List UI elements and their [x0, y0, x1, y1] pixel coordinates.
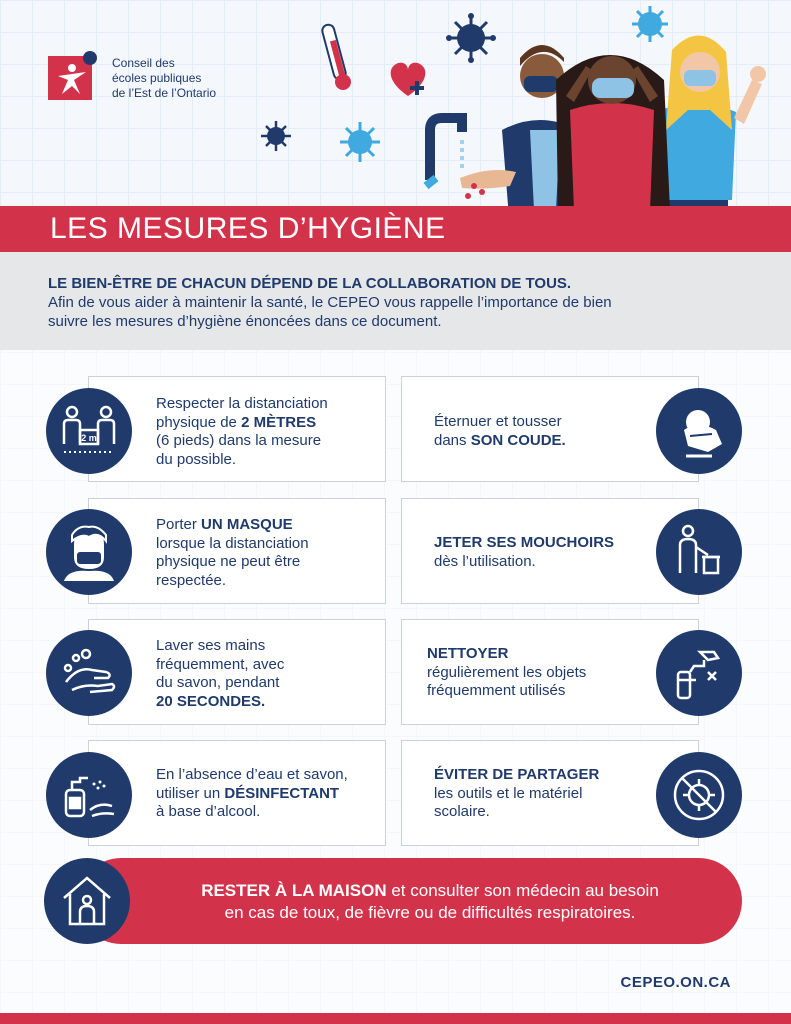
intro-line-2: suivre les mesures d’hygiène énoncées dans ce document.	[48, 313, 442, 330]
text-line: Laver ses mains	[156, 637, 266, 654]
measure-text-sneeze	[434, 413, 566, 450]
text-line	[427, 645, 586, 664]
heart-icon	[391, 63, 426, 96]
text-line	[434, 432, 566, 451]
sneeze-elbow-icon	[656, 388, 742, 474]
mask-icon	[46, 509, 132, 595]
text-line	[156, 516, 309, 535]
text-line	[156, 414, 328, 433]
text-emphasis: 20 SECONDES.	[156, 692, 266, 710]
virus-icon	[340, 122, 380, 162]
cepeo-logo-icon	[48, 50, 100, 100]
text-line	[156, 693, 284, 712]
text-line: Respecter la distanciation	[156, 395, 328, 412]
text-line: (6 pieds) dans la mesure	[156, 432, 322, 449]
page-title: LES MESURES D’HYGIÈNE	[50, 212, 446, 245]
text-line: en cas de toux, de fièvre ou de difficultés respiratoires.	[224, 903, 636, 922]
text-line	[150, 880, 710, 902]
measure-text-mask	[156, 516, 309, 590]
measure-text-tissues	[434, 534, 614, 571]
text-line: fréquemment utilisés	[427, 682, 566, 699]
no-virus-icon	[656, 752, 742, 838]
text-line: Éternuer et tousser	[434, 413, 562, 430]
virus-icon	[446, 13, 496, 63]
text-emphasis: 2 MÈTRES	[241, 413, 317, 431]
measure-text-sanitizer	[156, 766, 348, 822]
text-emphasis: UN MASQUE	[201, 516, 293, 533]
measure-text-distance	[156, 395, 328, 469]
text-line: à base d’alcool.	[156, 803, 261, 820]
measure-text-handwash	[156, 637, 284, 711]
logo-line-1: Conseil des	[112, 56, 175, 70]
text-emphasis: RESTER À LA MAISON	[201, 881, 387, 900]
text-line: respectée.	[156, 571, 227, 589]
handwash-icon	[46, 630, 132, 716]
text-line: lorsque la distanciation	[156, 534, 309, 552]
text-line: En l’absence d’eau et savon,	[156, 766, 348, 783]
intro-body	[48, 293, 748, 331]
logo-line-2: écoles publiques	[112, 71, 202, 85]
trash-icon	[656, 509, 742, 595]
text-span: physique de	[156, 413, 242, 431]
text-line: du possible.	[156, 450, 237, 468]
virus-icon	[261, 121, 291, 151]
spray-clean-icon	[656, 630, 742, 716]
text-line	[156, 785, 348, 804]
text-line: du savon, pendant	[156, 674, 280, 691]
text-span: et consulter son médecin au besoin	[386, 881, 659, 900]
stay-home-text	[150, 880, 710, 924]
text-emphasis: ÉVITER DE PARTAGER	[434, 766, 600, 783]
sanitizer-icon	[46, 752, 132, 838]
text-line	[434, 534, 614, 553]
faucet-icon	[426, 118, 462, 186]
text-line: dès l’utilisation.	[434, 552, 536, 570]
svg-text:2 m: 2 m	[81, 433, 97, 443]
text-emphasis: JETER SES MOUCHOIRS	[434, 534, 615, 551]
home-icon	[44, 858, 130, 944]
intro-line-1: Afin de vous aider à maintenir la santé, le CEPEO vous rappelle l’importance de bien	[48, 294, 612, 311]
text-line: fréquemment, avec	[156, 655, 285, 673]
logo-line-3: de l’Est de l’Ontario	[112, 86, 217, 100]
virus-icon	[632, 6, 668, 42]
text-span: utiliser un	[156, 784, 225, 802]
distance-icon	[46, 388, 132, 474]
measure-text-clean	[427, 645, 586, 701]
text-span: Porter	[156, 516, 202, 533]
text-line: régulièrement les objets	[427, 663, 587, 681]
intro-heading: LE BIEN-ÊTRE DE CHACUN DÉPEND DE LA COLLABORATION DE TOUS.	[48, 275, 572, 292]
text-line: physique ne peut être	[156, 553, 301, 570]
text-emphasis: DÉSINFECTANT	[224, 784, 340, 802]
logo-text	[112, 56, 252, 101]
text-emphasis: NETTOYER	[427, 645, 509, 662]
text-line: les outils et le matériel	[434, 784, 583, 802]
text-line	[434, 766, 599, 785]
website-url: CEPEO.ON.CA	[620, 974, 731, 991]
text-line: scolaire.	[434, 803, 490, 820]
text-span: dans	[434, 431, 471, 449]
measure-text-share	[434, 766, 599, 822]
text-emphasis: SON COUDE.	[470, 431, 566, 449]
bottom-bar	[0, 1013, 791, 1024]
thermometer-icon	[321, 23, 351, 90]
